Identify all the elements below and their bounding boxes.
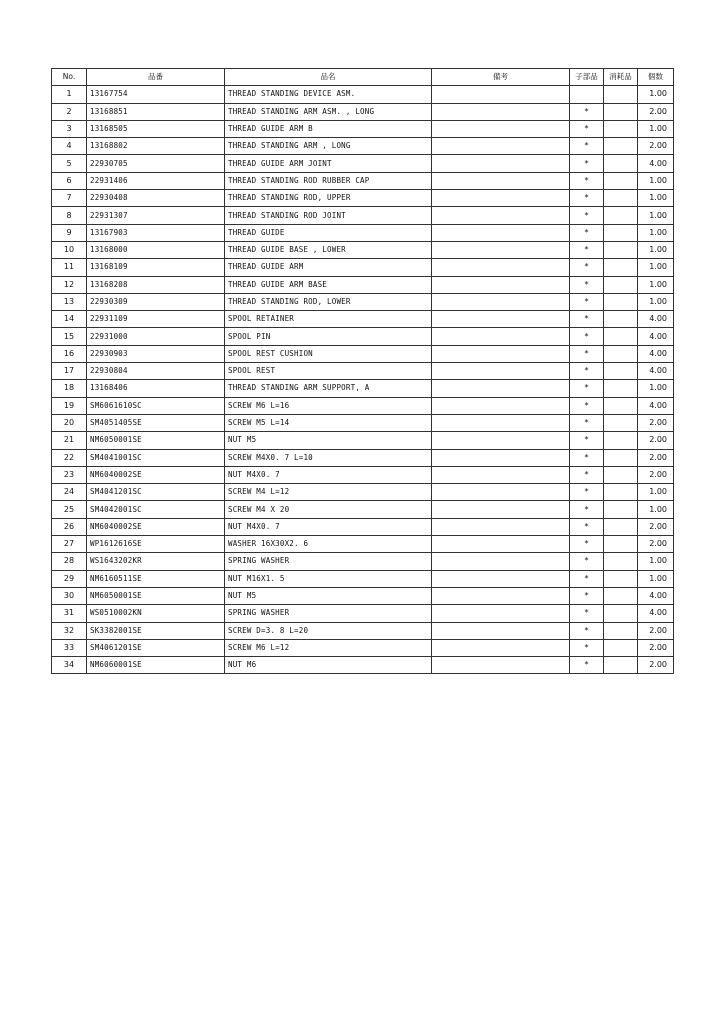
row-sub-part-mark: * <box>570 484 604 501</box>
header-no: No. <box>52 69 87 86</box>
row-consumable-mark <box>604 449 638 466</box>
row-quantity: 1.00 <box>638 172 674 189</box>
row-quantity: 4.00 <box>638 397 674 414</box>
row-part-name: THREAD GUIDE BASE , LOWER <box>225 241 432 258</box>
table-row <box>52 605 674 622</box>
row-quantity: 1.00 <box>638 207 674 224</box>
row-part-number: NM6040002SE <box>87 518 225 535</box>
row-sub-part-mark: * <box>570 432 604 449</box>
row-quantity: 4.00 <box>638 345 674 362</box>
table-row <box>52 414 674 431</box>
table-row <box>52 241 674 258</box>
row-quantity: 2.00 <box>638 449 674 466</box>
row-remarks <box>432 639 570 656</box>
row-consumable-mark <box>604 587 638 604</box>
header-remarks: 備考 <box>432 69 570 86</box>
row-part-name: THREAD GUIDE ARM B <box>225 120 432 137</box>
table-row <box>52 293 674 310</box>
table-row <box>52 484 674 501</box>
row-part-name: THREAD STANDING ARM SUPPORT, A <box>225 380 432 397</box>
row-part-number: 22931406 <box>87 172 225 189</box>
row-part-name: NUT M6 <box>225 657 432 674</box>
table-row <box>52 553 674 570</box>
row-quantity: 4.00 <box>638 311 674 328</box>
row-sub-part-mark: * <box>570 363 604 380</box>
table-row <box>52 259 674 276</box>
row-remarks <box>432 241 570 258</box>
row-consumable-mark <box>604 120 638 137</box>
row-sub-part-mark: * <box>570 103 604 120</box>
table-row <box>52 363 674 380</box>
row-no: 25 <box>52 501 87 518</box>
row-consumable-mark <box>604 155 638 172</box>
row-no: 22 <box>52 449 87 466</box>
row-part-name: THREAD GUIDE ARM <box>225 259 432 276</box>
row-part-number: 22931109 <box>87 311 225 328</box>
row-remarks <box>432 432 570 449</box>
row-no: 2 <box>52 103 87 120</box>
row-part-name: THREAD STANDING ROD, LOWER <box>225 293 432 310</box>
table-row <box>52 190 674 207</box>
row-part-name: SPOOL REST <box>225 363 432 380</box>
row-sub-part-mark: * <box>570 207 604 224</box>
row-part-name: THREAD STANDING DEVICE ASM. <box>225 86 432 103</box>
table-row <box>52 155 674 172</box>
row-no: 10 <box>52 241 87 258</box>
row-sub-part-mark: * <box>570 293 604 310</box>
table-row <box>52 311 674 328</box>
row-no: 26 <box>52 518 87 535</box>
parts-list-table <box>51 68 674 674</box>
row-no: 7 <box>52 190 87 207</box>
table-row <box>52 466 674 483</box>
row-sub-part-mark: * <box>570 172 604 189</box>
row-no: 32 <box>52 622 87 639</box>
row-part-name: SCREW M4 L=12 <box>225 484 432 501</box>
row-part-number: SM4051405SE <box>87 414 225 431</box>
row-remarks <box>432 518 570 535</box>
row-sub-part-mark: * <box>570 155 604 172</box>
table-header <box>52 69 674 86</box>
row-remarks <box>432 414 570 431</box>
row-part-number: SM4061201SE <box>87 639 225 656</box>
row-part-name: SCREW M6 L=12 <box>225 639 432 656</box>
row-no: 4 <box>52 138 87 155</box>
row-part-name: THREAD GUIDE ARM BASE <box>225 276 432 293</box>
row-part-name: SCREW D=3. 8 L=20 <box>225 622 432 639</box>
row-sub-part-mark: * <box>570 622 604 639</box>
row-remarks <box>432 605 570 622</box>
row-quantity: 2.00 <box>638 639 674 656</box>
row-part-number: 13167903 <box>87 224 225 241</box>
row-consumable-mark <box>604 138 638 155</box>
row-quantity: 1.00 <box>638 293 674 310</box>
header-part-name: 品名 <box>225 69 432 86</box>
row-quantity: 2.00 <box>638 103 674 120</box>
row-sub-part-mark: * <box>570 553 604 570</box>
row-part-number: NM6050001SE <box>87 587 225 604</box>
row-sub-part-mark: * <box>570 501 604 518</box>
row-sub-part-mark: * <box>570 587 604 604</box>
table-body <box>52 86 674 674</box>
row-part-number: NM6050001SE <box>87 432 225 449</box>
row-sub-part-mark: * <box>570 380 604 397</box>
row-no: 33 <box>52 639 87 656</box>
row-consumable-mark <box>604 622 638 639</box>
row-quantity: 1.00 <box>638 86 674 103</box>
table-row <box>52 138 674 155</box>
row-part-name: SPOOL PIN <box>225 328 432 345</box>
row-no: 6 <box>52 172 87 189</box>
row-sub-part-mark: * <box>570 190 604 207</box>
row-part-name: SCREW M4 X 20 <box>225 501 432 518</box>
row-part-number: 13168406 <box>87 380 225 397</box>
row-quantity: 1.00 <box>638 120 674 137</box>
row-quantity: 1.00 <box>638 484 674 501</box>
header-row <box>52 69 674 86</box>
row-remarks <box>432 86 570 103</box>
row-no: 3 <box>52 120 87 137</box>
table-row <box>52 380 674 397</box>
row-quantity: 2.00 <box>638 657 674 674</box>
row-remarks <box>432 224 570 241</box>
row-consumable-mark <box>604 484 638 501</box>
row-sub-part-mark: * <box>570 345 604 362</box>
row-quantity: 2.00 <box>638 536 674 553</box>
row-quantity: 1.00 <box>638 380 674 397</box>
row-remarks <box>432 484 570 501</box>
row-part-number: NM6160511SE <box>87 570 225 587</box>
row-no: 1 <box>52 86 87 103</box>
row-sub-part-mark: * <box>570 311 604 328</box>
row-no: 11 <box>52 259 87 276</box>
table-row <box>52 622 674 639</box>
row-part-number: 13168802 <box>87 138 225 155</box>
row-part-name: NUT M5 <box>225 432 432 449</box>
row-consumable-mark <box>604 172 638 189</box>
table-row <box>52 570 674 587</box>
row-no: 31 <box>52 605 87 622</box>
row-consumable-mark <box>604 536 638 553</box>
row-part-number: NM6040002SE <box>87 466 225 483</box>
row-remarks <box>432 138 570 155</box>
table-row <box>52 501 674 518</box>
table-row <box>52 276 674 293</box>
table-row <box>52 103 674 120</box>
row-consumable-mark <box>604 553 638 570</box>
row-part-name: SCREW M4X0. 7 L=10 <box>225 449 432 466</box>
row-remarks <box>432 311 570 328</box>
row-sub-part-mark: * <box>570 241 604 258</box>
row-part-number: NM6060001SE <box>87 657 225 674</box>
row-no: 5 <box>52 155 87 172</box>
table-row <box>52 518 674 535</box>
row-quantity: 1.00 <box>638 224 674 241</box>
row-consumable-mark <box>604 190 638 207</box>
row-part-name: WASHER 16X30X2. 6 <box>225 536 432 553</box>
row-quantity: 2.00 <box>638 138 674 155</box>
row-consumable-mark <box>604 466 638 483</box>
row-consumable-mark <box>604 639 638 656</box>
row-consumable-mark <box>604 414 638 431</box>
row-sub-part-mark <box>570 86 604 103</box>
row-remarks <box>432 207 570 224</box>
row-part-name: SPRING WASHER <box>225 605 432 622</box>
row-no: 16 <box>52 345 87 362</box>
row-consumable-mark <box>604 657 638 674</box>
table-row <box>52 587 674 604</box>
table-row <box>52 536 674 553</box>
row-consumable-mark <box>604 328 638 345</box>
row-remarks <box>432 397 570 414</box>
row-consumable-mark <box>604 345 638 362</box>
table-row <box>52 449 674 466</box>
row-no: 8 <box>52 207 87 224</box>
table-row <box>52 120 674 137</box>
row-quantity: 1.00 <box>638 190 674 207</box>
row-remarks <box>432 570 570 587</box>
row-remarks <box>432 259 570 276</box>
row-quantity: 1.00 <box>638 570 674 587</box>
row-consumable-mark <box>604 605 638 622</box>
row-no: 34 <box>52 657 87 674</box>
table-row <box>52 328 674 345</box>
table-row <box>52 657 674 674</box>
row-quantity: 4.00 <box>638 328 674 345</box>
row-remarks <box>432 363 570 380</box>
row-no: 30 <box>52 587 87 604</box>
row-part-number: SM6061610SC <box>87 397 225 414</box>
header-consumable: 消耗品 <box>604 69 638 86</box>
row-remarks <box>432 172 570 189</box>
row-sub-part-mark: * <box>570 414 604 431</box>
row-remarks <box>432 449 570 466</box>
row-remarks <box>432 536 570 553</box>
row-remarks <box>432 622 570 639</box>
row-quantity: 2.00 <box>638 432 674 449</box>
row-part-number: 22931000 <box>87 328 225 345</box>
row-remarks <box>432 190 570 207</box>
row-consumable-mark <box>604 207 638 224</box>
row-part-name: SPOOL RETAINER <box>225 311 432 328</box>
row-no: 13 <box>52 293 87 310</box>
row-no: 17 <box>52 363 87 380</box>
table-row <box>52 224 674 241</box>
row-remarks <box>432 657 570 674</box>
row-remarks <box>432 501 570 518</box>
row-consumable-mark <box>604 570 638 587</box>
table-row <box>52 639 674 656</box>
row-part-name: THREAD GUIDE <box>225 224 432 241</box>
row-part-number: WP1612616SE <box>87 536 225 553</box>
row-sub-part-mark: * <box>570 259 604 276</box>
row-consumable-mark <box>604 224 638 241</box>
row-consumable-mark <box>604 363 638 380</box>
row-no: 12 <box>52 276 87 293</box>
row-consumable-mark <box>604 103 638 120</box>
row-part-number: WS0510002KN <box>87 605 225 622</box>
row-remarks <box>432 120 570 137</box>
row-part-number: SM4041001SC <box>87 449 225 466</box>
row-part-number: 13168208 <box>87 276 225 293</box>
row-consumable-mark <box>604 311 638 328</box>
row-part-number: 13168505 <box>87 120 225 137</box>
row-part-name: THREAD STANDING ROD RUBBER CAP <box>225 172 432 189</box>
header-sub-part: 子部品 <box>570 69 604 86</box>
row-part-name: THREAD STANDING ROD JOINT <box>225 207 432 224</box>
row-sub-part-mark: * <box>570 120 604 137</box>
row-no: 27 <box>52 536 87 553</box>
row-part-number: 22930408 <box>87 190 225 207</box>
table-row <box>52 86 674 103</box>
row-consumable-mark <box>604 86 638 103</box>
row-part-name: THREAD GUIDE ARM JOINT <box>225 155 432 172</box>
row-quantity: 4.00 <box>638 155 674 172</box>
row-consumable-mark <box>604 259 638 276</box>
row-part-number: 13168109 <box>87 259 225 276</box>
row-sub-part-mark: * <box>570 605 604 622</box>
table-row <box>52 172 674 189</box>
row-no: 14 <box>52 311 87 328</box>
row-remarks <box>432 380 570 397</box>
row-consumable-mark <box>604 501 638 518</box>
row-no: 15 <box>52 328 87 345</box>
row-part-name: NUT M4X0. 7 <box>225 466 432 483</box>
row-quantity: 1.00 <box>638 501 674 518</box>
row-remarks <box>432 328 570 345</box>
row-part-number: WS1643202KR <box>87 553 225 570</box>
row-remarks <box>432 293 570 310</box>
row-part-number: SM4042001SC <box>87 501 225 518</box>
row-sub-part-mark: * <box>570 224 604 241</box>
row-part-name: SPOOL REST CUSHION <box>225 345 432 362</box>
row-sub-part-mark: * <box>570 657 604 674</box>
row-no: 9 <box>52 224 87 241</box>
row-part-number: 22930804 <box>87 363 225 380</box>
row-part-number: 13168851 <box>87 103 225 120</box>
row-part-number: 22930903 <box>87 345 225 362</box>
row-part-name: SCREW M6 L=16 <box>225 397 432 414</box>
row-remarks <box>432 345 570 362</box>
row-part-name: NUT M5 <box>225 587 432 604</box>
row-consumable-mark <box>604 380 638 397</box>
row-consumable-mark <box>604 293 638 310</box>
row-remarks <box>432 553 570 570</box>
row-sub-part-mark: * <box>570 138 604 155</box>
table-row <box>52 207 674 224</box>
row-quantity: 1.00 <box>638 276 674 293</box>
row-part-name: NUT M16X1. 5 <box>225 570 432 587</box>
row-part-name: THREAD STANDING ARM ASM. , LONG <box>225 103 432 120</box>
row-no: 24 <box>52 484 87 501</box>
row-consumable-mark <box>604 276 638 293</box>
table-row <box>52 397 674 414</box>
row-sub-part-mark: * <box>570 570 604 587</box>
row-part-number: 13167754 <box>87 86 225 103</box>
row-part-number: 22930705 <box>87 155 225 172</box>
row-remarks <box>432 587 570 604</box>
row-no: 23 <box>52 466 87 483</box>
row-no: 21 <box>52 432 87 449</box>
row-quantity: 2.00 <box>638 622 674 639</box>
row-quantity: 4.00 <box>638 605 674 622</box>
row-quantity: 2.00 <box>638 414 674 431</box>
row-quantity: 2.00 <box>638 518 674 535</box>
row-consumable-mark <box>604 432 638 449</box>
row-consumable-mark <box>604 518 638 535</box>
row-part-name: SCREW M5 L=14 <box>225 414 432 431</box>
table-row <box>52 432 674 449</box>
row-quantity: 4.00 <box>638 363 674 380</box>
row-sub-part-mark: * <box>570 397 604 414</box>
row-sub-part-mark: * <box>570 639 604 656</box>
row-consumable-mark <box>604 241 638 258</box>
row-part-name: THREAD STANDING ARM , LONG <box>225 138 432 155</box>
header-quantity: 個数 <box>638 69 674 86</box>
row-sub-part-mark: * <box>570 449 604 466</box>
table-row <box>52 345 674 362</box>
row-sub-part-mark: * <box>570 276 604 293</box>
row-sub-part-mark: * <box>570 466 604 483</box>
row-part-name: SPRING WASHER <box>225 553 432 570</box>
row-part-name: THREAD STANDING ROD, UPPER <box>225 190 432 207</box>
row-remarks <box>432 155 570 172</box>
row-part-number: SK3382001SE <box>87 622 225 639</box>
row-sub-part-mark: * <box>570 536 604 553</box>
row-quantity: 1.00 <box>638 241 674 258</box>
row-no: 20 <box>52 414 87 431</box>
row-part-number: 22931307 <box>87 207 225 224</box>
row-no: 29 <box>52 570 87 587</box>
row-sub-part-mark: * <box>570 518 604 535</box>
row-part-number: SM4041201SC <box>87 484 225 501</box>
row-part-number: 13168000 <box>87 241 225 258</box>
row-quantity: 4.00 <box>638 587 674 604</box>
row-part-number: 22930309 <box>87 293 225 310</box>
row-quantity: 1.00 <box>638 259 674 276</box>
row-remarks <box>432 276 570 293</box>
row-remarks <box>432 103 570 120</box>
row-part-name: NUT M4X0. 7 <box>225 518 432 535</box>
row-no: 19 <box>52 397 87 414</box>
row-consumable-mark <box>604 397 638 414</box>
row-no: 28 <box>52 553 87 570</box>
header-part-number: 品番 <box>87 69 225 86</box>
row-quantity: 2.00 <box>638 466 674 483</box>
row-remarks <box>432 466 570 483</box>
row-no: 18 <box>52 380 87 397</box>
row-quantity: 1.00 <box>638 553 674 570</box>
row-sub-part-mark: * <box>570 328 604 345</box>
